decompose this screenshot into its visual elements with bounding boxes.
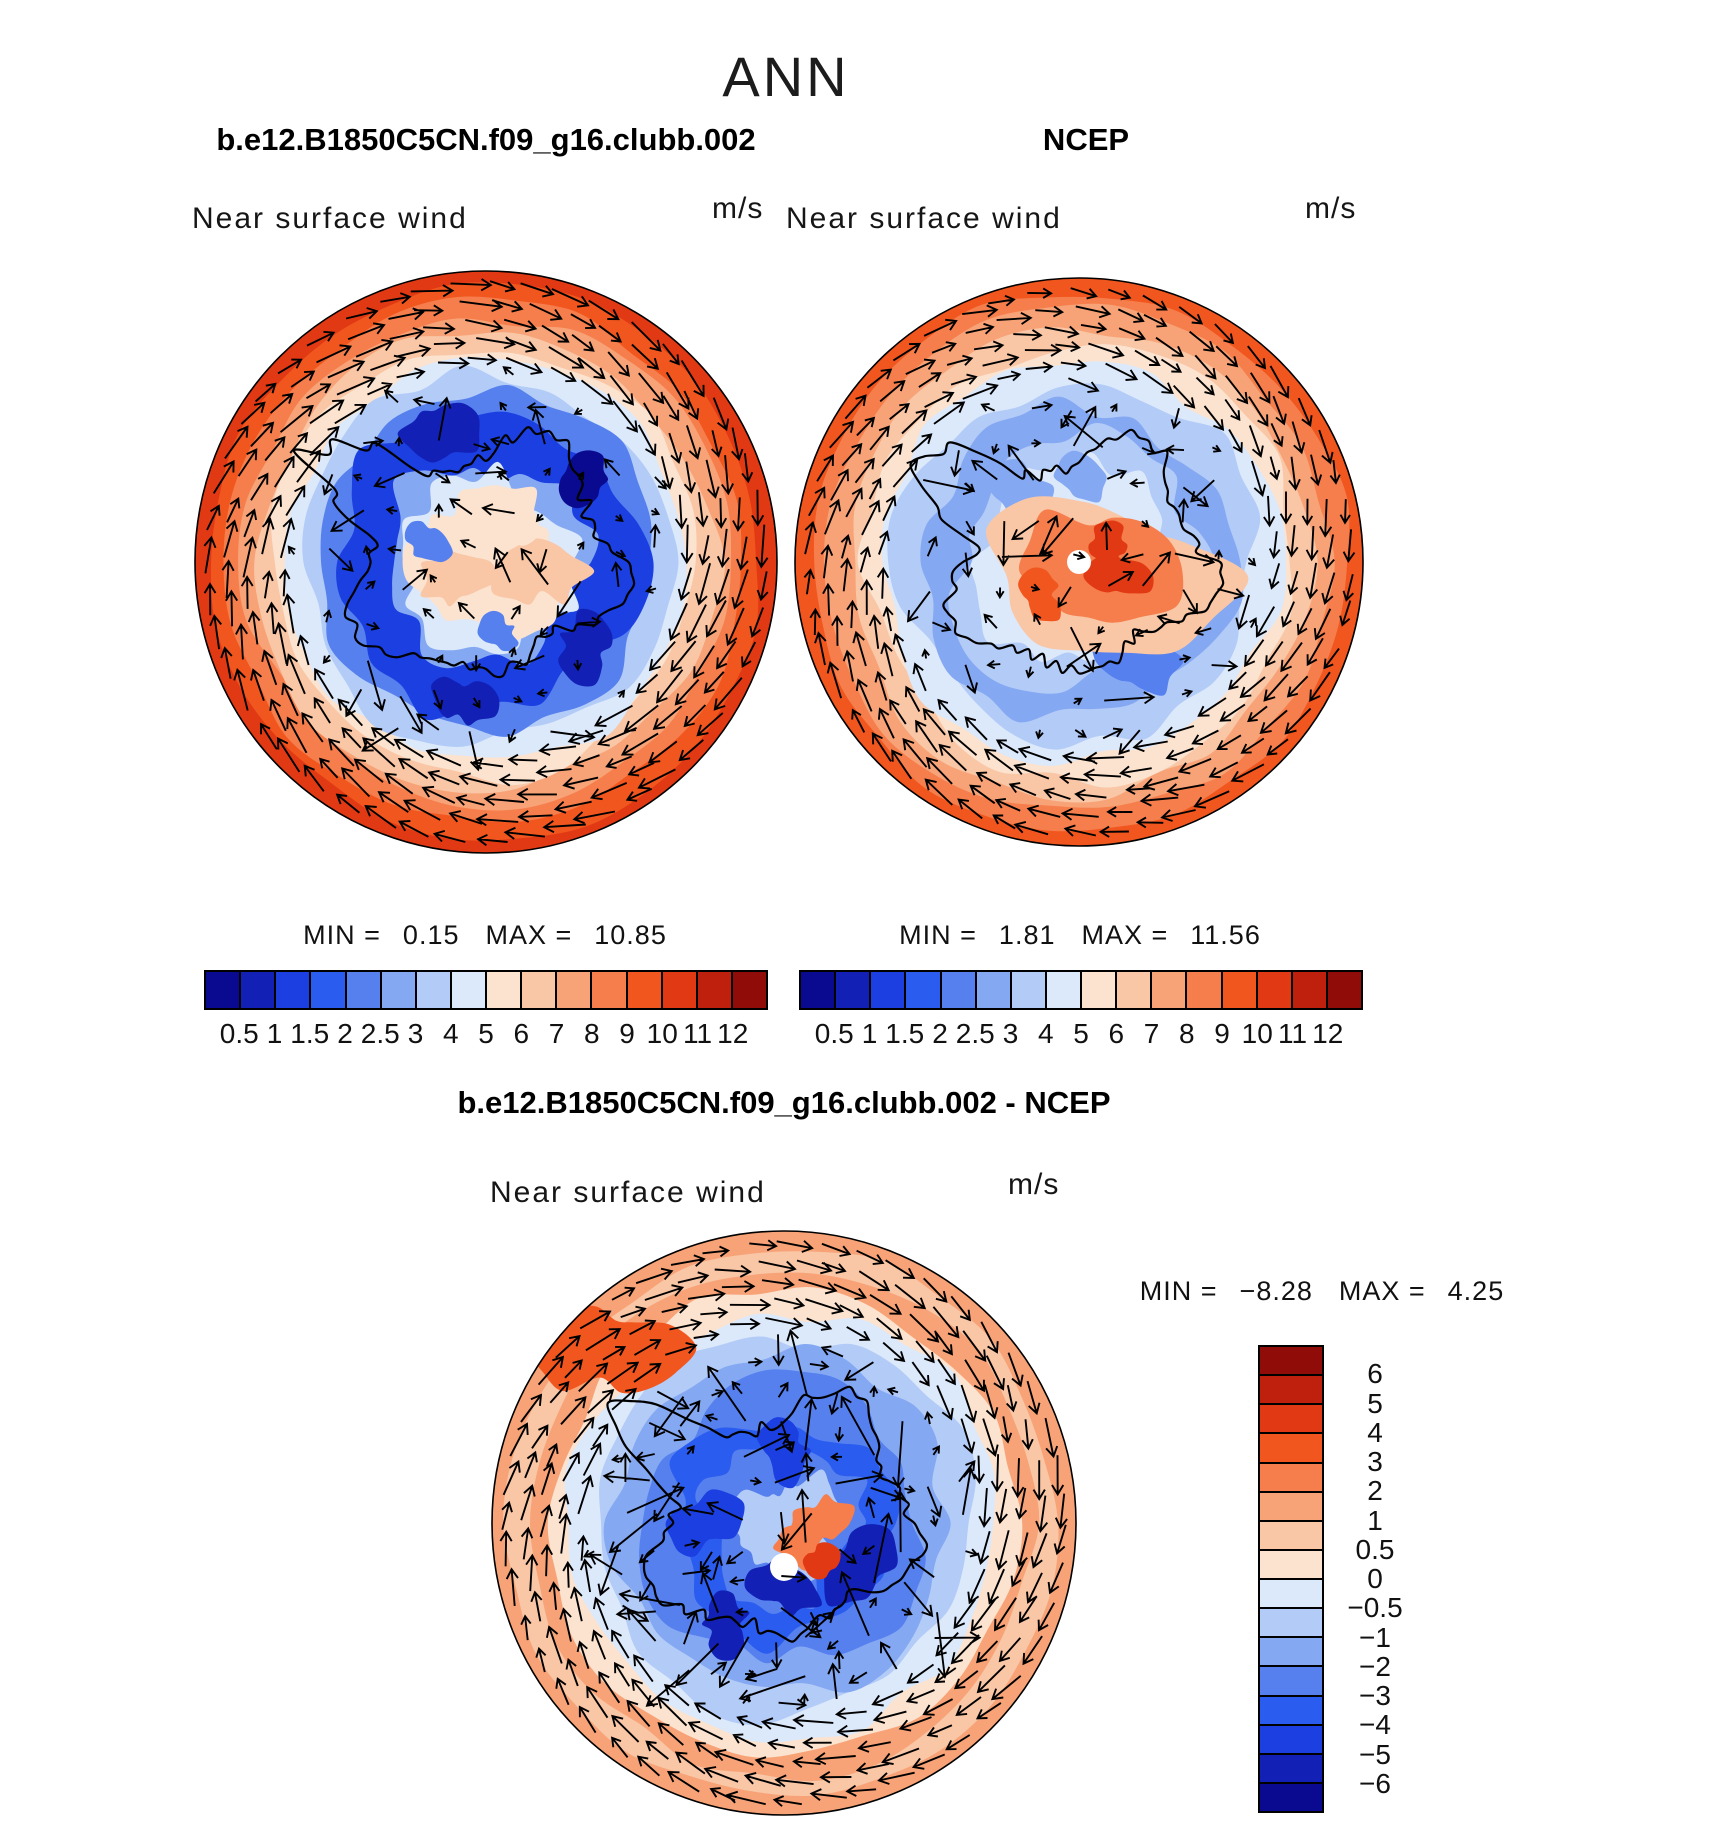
model-field-label: Near surface wind [192, 202, 468, 235]
model-wind-map [146, 222, 826, 902]
colorbar-cell [975, 972, 1010, 1008]
colorbar-tick-label: 3 [1002, 1018, 1019, 1049]
diff-max-value: 4.25 [1447, 1276, 1505, 1306]
colorbar-tick-label: 1.5 [290, 1018, 330, 1049]
model-min-label: MIN = [303, 920, 381, 950]
colorbar-tick-label: −0.5 [1347, 1592, 1403, 1624]
colorbar-tick-label: 9 [619, 1018, 635, 1049]
colorbar-cell [661, 972, 696, 1008]
colorbar-tick-label: 5 [1073, 1018, 1089, 1049]
colorbar-tick-label: 8 [1178, 1018, 1195, 1049]
model-min-value: 0.15 [402, 920, 460, 950]
colorbar-tick-label: 8 [583, 1018, 600, 1049]
diff-max-label: MAX = [1338, 1276, 1426, 1306]
colorbar-cell [1185, 972, 1220, 1008]
colorbar-cell [1260, 1724, 1322, 1753]
ncep-units-label: m/s [1305, 192, 1357, 225]
difference-wind-map [444, 1183, 1124, 1826]
ncep-minmax [899, 920, 1261, 951]
colorbar-tick-label: 12 [717, 1018, 749, 1049]
colorbar-cell [1326, 972, 1361, 1008]
model-colorbar [204, 970, 768, 1010]
colorbar-tick-label: 3 [1367, 1446, 1383, 1477]
colorbar-cell [1080, 972, 1115, 1008]
colorbar-tick-label: 3 [407, 1018, 424, 1049]
ncep-panel-title: NCEP [1042, 122, 1130, 157]
colorbar-tick-label: 0.5 [219, 1018, 259, 1049]
colorbar-tick-label: 7 [1143, 1018, 1160, 1049]
colorbar-cell [1256, 972, 1291, 1008]
colorbar-tick-label: 0.5 [1355, 1533, 1395, 1565]
colorbar-cell [345, 972, 380, 1008]
colorbar-cell [1260, 1782, 1322, 1811]
colorbar-cell [555, 972, 590, 1008]
ncep-wind-map [739, 222, 1419, 902]
colorbar-cell [869, 972, 904, 1008]
colorbar-cell [1260, 1665, 1322, 1694]
model-colorbar-ticks [204, 1018, 768, 1054]
colorbar-tick-label: 6 [513, 1018, 530, 1049]
colorbar-tick-label: −2 [1359, 1650, 1391, 1682]
diff-min-label: MIN = [1139, 1276, 1218, 1306]
colorbar-tick-label: 4 [1037, 1018, 1054, 1049]
colorbar-cell [309, 972, 344, 1008]
colorbar-cell [1010, 972, 1045, 1008]
ncep-min-value: 1.81 [998, 920, 1056, 950]
colorbar-tick-label: 4 [1367, 1416, 1383, 1448]
colorbar-tick-label: 5 [1367, 1387, 1383, 1419]
diff-colorbar-ticks [1324, 1345, 1434, 1813]
colorbar-tick-label: 6 [1367, 1358, 1383, 1390]
colorbar-tick-label: 2 [337, 1018, 353, 1049]
contour-fill [483, 1222, 1085, 1824]
colorbar-tick-label: 1 [861, 1018, 878, 1049]
colorbar-cell [1260, 1695, 1322, 1724]
model-minmax [303, 920, 667, 951]
colorbar-tick-label: 0.5 [814, 1018, 854, 1049]
colorbar-cell [1260, 1432, 1322, 1461]
colorbar-cell [450, 972, 485, 1008]
diff-field-label: Near surface wind [490, 1176, 766, 1209]
diff-units-label: m/s [1008, 1168, 1060, 1201]
colorbar-tick-label: 9 [1214, 1018, 1230, 1049]
colorbar-cell [1260, 1403, 1322, 1432]
ncep-colorbar-ticks [799, 1018, 1363, 1054]
colorbar-cell [1150, 972, 1185, 1008]
ncep-field-label: Near surface wind [786, 202, 1062, 235]
colorbar-cell [1260, 1520, 1322, 1549]
colorbar-cell [940, 972, 975, 1008]
colorbar-tick-label: −6 [1359, 1767, 1391, 1799]
ncep-min-label: MIN = [899, 920, 977, 950]
colorbar-tick-label: −1 [1359, 1621, 1391, 1653]
colorbar-tick-label: 2 [1367, 1475, 1383, 1507]
colorbar-tick-label: 1 [266, 1018, 283, 1049]
colorbar-cell [1221, 972, 1256, 1008]
colorbar-cell [1260, 1636, 1322, 1665]
colorbar-tick-label: 1.5 [885, 1018, 925, 1049]
colorbar-cell [1260, 1753, 1322, 1782]
colorbar-cell [731, 972, 766, 1008]
model-units-label: m/s [712, 192, 764, 225]
model-max-label: MAX = [485, 920, 573, 950]
colorbar-tick-label: −5 [1359, 1738, 1391, 1770]
colorbar-cell [274, 972, 309, 1008]
colorbar-tick-label: 4 [442, 1018, 459, 1049]
colorbar-tick-label: 2.5 [360, 1018, 400, 1049]
colorbar-tick-label: −4 [1359, 1709, 1391, 1741]
colorbar-cell [1045, 972, 1080, 1008]
colorbar-cell [626, 972, 661, 1008]
colorbar-cell [415, 972, 450, 1008]
colorbar-tick-label: 11 [682, 1018, 713, 1049]
ncep-max-value: 11.56 [1190, 920, 1261, 950]
colorbar-cell [239, 972, 274, 1008]
diff-panel-title: b.e12.B1850C5CN.f09_g16.clubb.002 - NCEP [457, 1085, 1111, 1120]
contour-fill [787, 270, 1372, 855]
colorbar-cell [696, 972, 731, 1008]
colorbar-cell [1260, 1607, 1322, 1636]
colorbar-tick-label: −3 [1359, 1680, 1391, 1711]
model-max-value: 10.85 [594, 920, 667, 950]
colorbar-cell [801, 972, 834, 1008]
colorbar-cell [590, 972, 625, 1008]
colorbar-tick-label: 2.5 [955, 1018, 995, 1049]
season-title: ANN [722, 45, 850, 108]
colorbar-tick-label: 5 [478, 1018, 494, 1049]
colorbar-cell [1260, 1462, 1322, 1491]
colorbar-cell [1291, 972, 1326, 1008]
colorbar-tick-label: 6 [1108, 1018, 1125, 1049]
colorbar-cell [904, 972, 939, 1008]
colorbar-tick-label: 2 [932, 1018, 948, 1049]
colorbar-tick-label: 10 [646, 1018, 678, 1049]
colorbar-cell [1260, 1491, 1322, 1520]
colorbar-tick-label: 10 [1241, 1018, 1273, 1049]
colorbar-tick-label: 12 [1312, 1018, 1344, 1049]
colorbar-cell [520, 972, 555, 1008]
colorbar-tick-label: 7 [548, 1018, 565, 1049]
colorbar-tick-label: 0 [1367, 1563, 1383, 1594]
colorbar-tick-label: 1 [1367, 1504, 1383, 1536]
colorbar-cell [834, 972, 869, 1008]
diff-colorbar [1258, 1345, 1324, 1813]
colorbar-cell [1260, 1578, 1322, 1607]
colorbar-cell [1115, 972, 1150, 1008]
colorbar-cell [1260, 1347, 1322, 1374]
model-panel-title: b.e12.B1850C5CN.f09_g16.clubb.002 [216, 122, 756, 157]
colorbar-cell [380, 972, 415, 1008]
diff-minmax [1140, 1276, 1504, 1307]
contour-fill [186, 262, 785, 861]
diff-min-value: −8.28 [1239, 1276, 1313, 1306]
ncep-max-label: MAX = [1081, 920, 1169, 950]
colorbar-cell [1260, 1374, 1322, 1403]
ncep-colorbar [799, 970, 1363, 1010]
colorbar-cell [206, 972, 239, 1008]
colorbar-cell [485, 972, 520, 1008]
colorbar-cell [1260, 1549, 1322, 1578]
colorbar-tick-label: 11 [1277, 1018, 1308, 1049]
